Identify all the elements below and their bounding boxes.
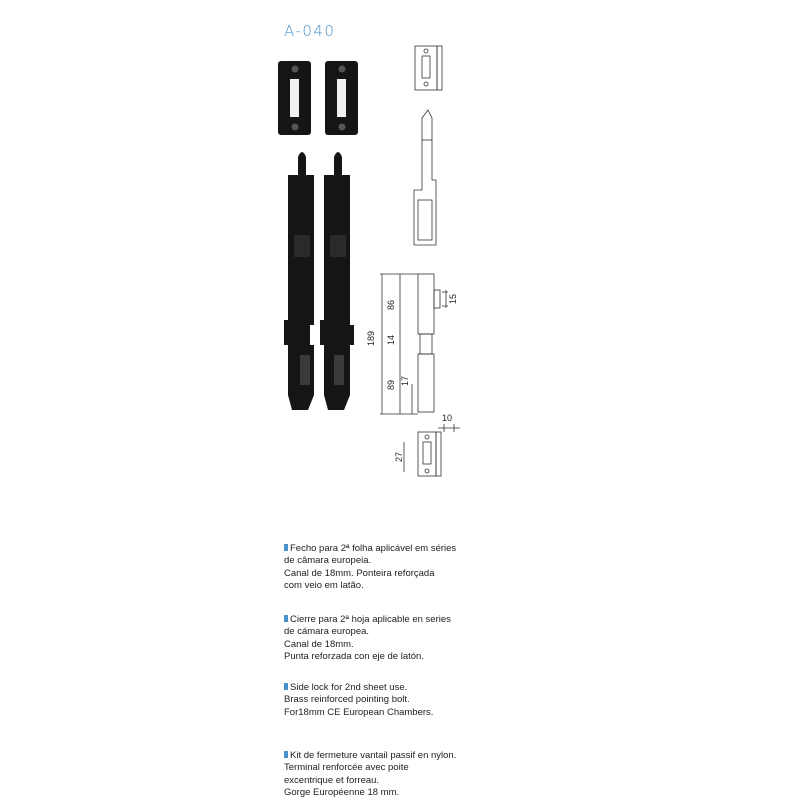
top-keeper <box>415 46 442 90</box>
dim-189: 189 <box>366 330 376 346</box>
bullet-icon <box>284 683 288 690</box>
bullet-icon <box>284 544 288 551</box>
bolt-side-view <box>414 110 436 245</box>
dim-86: 86 <box>386 299 396 310</box>
dim-15: 15 <box>448 293 458 304</box>
product-code: A-040 <box>284 22 336 40</box>
dim-27: 27 <box>394 451 404 462</box>
description-es: Cierre para 2ª hoja aplicable en series de cámara europea. Canal de 18mm. Punta reforzada con eje de latón. <box>284 614 451 662</box>
description-en: Side lock for 2nd sheet use. Brass reinforced pointing bolt. For18mm CE European Chambers. <box>284 682 434 718</box>
bolt-right <box>320 152 354 410</box>
bottom-keeper <box>404 432 441 476</box>
description-fr: Kit de fermeture vantail passif en nylon. Terminal renforcée avec poite excentrique et forreau. Gorge Européenne 18 mm. <box>284 750 457 798</box>
dim-17: 17 <box>400 375 410 386</box>
keeper-left <box>278 61 311 135</box>
technical-drawing <box>360 40 470 490</box>
bolt-left <box>284 152 314 410</box>
dim-10: 10 <box>442 413 453 423</box>
keeper-right <box>325 61 358 135</box>
bullet-icon <box>284 615 288 622</box>
dim-89: 89 <box>386 379 396 390</box>
description-pt: Fecho para 2ª folha aplicável em séries de câmara europeia. Canal de 18mm. Ponteira reforçada com veio em latão. <box>284 543 457 591</box>
product-photo <box>270 55 370 425</box>
dim-14: 14 <box>386 334 396 345</box>
bullet-icon <box>284 751 288 758</box>
